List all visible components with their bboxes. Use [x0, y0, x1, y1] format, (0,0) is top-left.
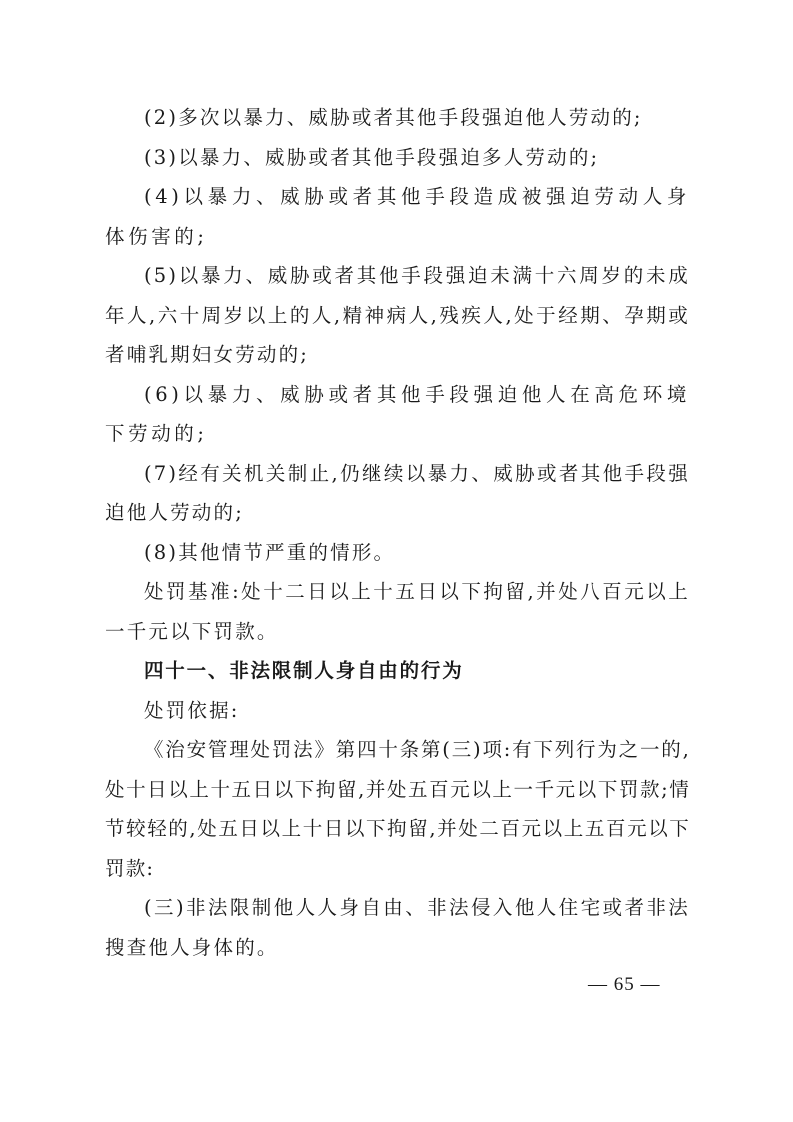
law-item-3-paragraph: (三)非法限制他人人身自由、非法侵入他人住宅或者非法搜查他人身体的。 [105, 896, 690, 959]
penalty-standard-paragraph: 处罚基准:处十二日以上十五日以下拘留,并处八百元以上一千元以下罚款。 [105, 580, 690, 643]
item-7-paragraph: (7)经有关机关制止,仍继续以暴力、威胁或者其他手段强迫他人劳动的; [105, 461, 690, 524]
item-6-paragraph: (6)以暴力、威胁或者其他手段强迫他人在高危环境下劳动的; [105, 382, 690, 445]
item-5-paragraph: (5)以暴力、威胁或者其他手段强迫未满十六周岁的未成年人,六十周岁以上的人,精神病人,残疾人,处于经期、孕期或者哺乳期妇女劳动的; [105, 264, 690, 366]
section-heading: 四十一、非法限制人身自由的行为 [144, 659, 464, 682]
item-4-paragraph: (4)以暴力、威胁或者其他手段造成被强迫劳动人身体伤害的; [105, 185, 690, 248]
item-2-paragraph: (2)多次以暴力、威胁或者其他手段强迫他人劳动的; [144, 106, 643, 129]
basis-label: 处罚依据: [144, 698, 240, 722]
item-8-paragraph: (8)其他情节严重的情形。 [144, 540, 396, 564]
page-number: — 65 — [588, 974, 661, 995]
item-3-paragraph: (3)以暴力、威胁或者其他手段强迫多人劳动的; [144, 145, 600, 169]
law-text-paragraph: 《治安管理处罚法》第四十条第(三)项:有下列行为之一的,处十日以上十五日以下拘留,并处五百元以上一千元以下罚款;情节较轻的,处五日以上十日以下拘留,并处二百元以上五百元以下罚款: [105, 738, 690, 880]
body-text [105, 98, 690, 967]
